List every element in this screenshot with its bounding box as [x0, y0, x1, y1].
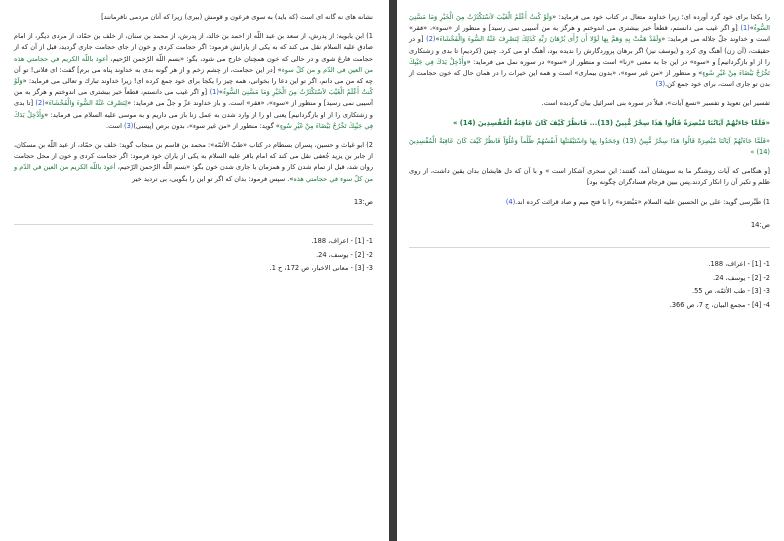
- text-run: »: [44, 99, 49, 108]
- footnotes-list: [409, 258, 770, 312]
- text-run: » و منظور از «من غير سوء»، «بدون بيماری» است و همه اين خيرات را در همان حال كه خون حجامت از بدن تو جاری است، برای خود جمع كن.: [409, 69, 770, 89]
- footnote-item: 3- [3] - معانی الاخبار، ص 172، ح 1.: [269, 264, 373, 273]
- verse-translation: [و هنگامی كه آيات روشنگر ما به سويشان آمد، گفتند: اين سحری آشكار است » و با آن كه دل هايشان بدان يقين داشت، از روی ظلم و تكبر آن را انكار كردند.پس ببين فرجام فسادگران چگونه بود]: [409, 167, 770, 187]
- footnote-ref-link[interactable]: (3): [655, 80, 666, 89]
- page-right-content: [409, 12, 770, 312]
- text-run: 2) ابو غياث و حسين، پسران بسطام در كتاب «طبّ الأئمّه»: محمد بن قاسم بن منجاب گويد: خلف بن حمّاد، از عبد اللّه بن مسكان، از جابر بن يزيد جُعفی نقل می كند كه امام باقر عليه السلام به يكی از ياران خود فرمود: اگر حجامت كردی و خون از محل حجامت روان شد، قبل از تمام شدن كار و همزمان با جاری شدن خون بگو: «بسم اللّه الرّحمن الرّحيم،: [14, 141, 373, 172]
- quran-quote: وَأَدْخِلْ يَدَكَ فِي جَيْبِكَ تَخْرُجْ بَيْضَاءَ مِنْ غَيْرِ سُوءٍ: [409, 57, 771, 78]
- verse-title: «فَلَمَّا جَاءَتْهُمْ آيَاتُنَا مُبْصِرَةً قَالُوا هَذَا سِحْرٌ مُّبِينٌ (13)... فَانظُرْ كَيْفَ كَانَ عَاقِبَةُ الْمُفْسِدِينَ (14) »: [453, 118, 770, 127]
- page-left: [0, 0, 389, 541]
- text-run: »: [749, 24, 754, 33]
- footnote-item: 4- [4] - مجمع البيان، ج 7، ص 366.: [669, 300, 770, 309]
- quran-quote: وَلَوْ كُنتُ أَعْلَمُ الْغَيْبَ لاَسْتَكْثَرْتُ مِنَ الْخَيْرِ وَمَا مَسَّنِيَ السُّوءُ: [14, 77, 374, 97]
- footnote-ref-link[interactable]: (4): [505, 197, 516, 206]
- paragraph-2: [14, 140, 373, 185]
- footnote-item: 2- [2] - يوسف، 24.: [713, 273, 770, 282]
- quran-quote: وَلَقَدْ هَمَّتْ بِهِ وَهَمَّ بِهَا لَوْلا أَن رَّأَى بُرْهَانَ رَبِّهِ كَذَلِكَ لِنَصْرِفَ عَنْهُ السُّوءَ وَالْفَحْشَاءَ: [439, 35, 662, 44]
- footnote-ref-link[interactable]: (2): [35, 99, 45, 108]
- paragraph-1: [14, 31, 373, 132]
- footnote-separator: [409, 247, 770, 248]
- footnote-ref-link[interactable]: (1): [740, 24, 750, 33]
- footnote-item: 2- [2] - يوسف، 24.: [316, 250, 373, 259]
- text-run: است.: [105, 121, 125, 130]
- page-right: [397, 0, 784, 541]
- paragraph-2: تفسير اين تعويذ و تفسير «تسع آيات»، قبلاً در سوره بنی اسرائيل بيان گرديده است.: [541, 99, 770, 108]
- text-run: [و در حقيقت، (آن زن) آهنگ وی كرد و (يوسف نيز) اگر برهان پروردگارش را نديده بود، آهنگ او می كرد. چنين (كرديم) تا بدی و زشتكاری را از او بازگردانيم] و «سوء» در اين جا به معنی «زنا» است و منظور از «سوء» در سوره نمل می فرمايد: «: [409, 35, 770, 66]
- text-run: »: [218, 88, 223, 97]
- quran-quote: وَأَدْخِلْ يَدَكَ فِي جَيْبِكَ تَخْرُجْ بَيْضَاءَ مِنْ غَيْرِ سُوءٍ: [14, 110, 373, 130]
- paragraph-3: [409, 197, 770, 208]
- quran-quote: أعوذ باللّه الكريم من العين في الدّم و من كلّ سوء في حجامتي هذه: [14, 163, 373, 183]
- page-left-content: [14, 12, 373, 276]
- text-run: » [در اين حجامت، از چشم زخم و از هر گونه بدی به خداوند پناه می برم] گفت: ای فلانی! تو آن چه كه من می دانم، اگر تو اين دعا را بخوانی، همه چيز را يكجا برای خود جمع كرده ای! زيرا خداوند تبارك و تعالی می فرمايد: «: [14, 65, 373, 86]
- text-run: 1) طَبْرسی گويد: علی بن الحسين عليه السلام «مَبْصَرَه» را با فتح ميم و صاد قرائت كرده اند.: [515, 197, 770, 206]
- page-number: ص:14: [750, 220, 770, 229]
- text-run: » گويد: منظور از «من غير سوء»، بدون برص (پيسی): [133, 121, 280, 130]
- footnote-item: 1- [1] - اعراف، 188.: [311, 237, 373, 246]
- footnote-ref-link[interactable]: (2): [426, 35, 436, 44]
- text-run: [تا بدی و زشتكاری را از او بازگردانيم] يعنی او را از وارد شدن به عمل زنا باز می داريم و به موسی عليه السلام می فرمايد: «: [14, 99, 373, 119]
- footnote-item: 1- [1] - اعراف، 188.: [708, 260, 770, 269]
- paragraph-1: [409, 12, 770, 90]
- text-run: [و اگر غيب می دانستم، قطعاً خير بيشتری می اندوختم و هرگز به من آسيبی نمی رسيد] و منظور از «سوء»، «فقر» است. و باز خداوند عزّ و جلّ می فرمايد: «: [14, 88, 373, 108]
- text-run: ». سپس فرمود: بدان كه اگر تو اين را بگويی، بی ترديد خير: [132, 174, 294, 183]
- quran-quote: لِنَصْرِفَ عَنْهُ السُّوءَ وَالْفَحْشَاءَ: [48, 99, 128, 108]
- quran-quote: أعوذ باللّه الكريم في حجامتي هذه من العين في الدّم و من كلّ سوء: [14, 54, 373, 74]
- page-gutter: [389, 0, 397, 541]
- page-number: ص:13: [353, 197, 373, 206]
- text-run: 1) ابن بابويه: از پدرش، از سعد بن عبد اللّه از احمد بن خالد، از پدرش، از محمد بن سنان، از خلف بن حمّاد، از مردی ديگر، از امام صادق عليه السلام نقل می كند كه به يكی از يارانش فرمود: اگر حجامت كردی و خون از جای حجامت جاری گرديد، قبل از آن كه از حجامت فارغ شوی و در حالی كه خون همچنان خارج می شود، بگو: «بسم اللّه الرّحمن الرّحيم،: [14, 32, 373, 63]
- footnotes-list: [14, 235, 373, 276]
- intro-paragraph: نشانه های نه گانه ای است (که بايد) به سوی فرعون و قومش (ببری) زيرا كه آنان مردمی نافرمانند]: [101, 13, 373, 21]
- text-run: [و اگر غيب می دانستم، قطعاً خير بيشتری می اندوختم و هرگز به من آسيبی نمی رسيد] و منظور از «سوء»، «فقر» است و خداوند جلّ جلاله می فرمايد: «: [409, 24, 770, 44]
- text-run: »: [435, 35, 440, 44]
- footnote-separator: [14, 224, 373, 225]
- footnote-ref-link[interactable]: (1): [209, 88, 219, 97]
- footnote-item: 3- [3] - طب الأئمّه، ص 55.: [692, 287, 770, 296]
- text-run: را يكجا برای خود گرد آورده ای؛ زيرا خداوند متعال در كتاب خود می فرمايد: «: [552, 13, 770, 21]
- quran-quote: وَلَوْ كُنتُ أَعْلَمُ الْغَيْبَ لاَسْتَكْثَرْتُ مِنَ الْخَيْرِ وَمَا مَسَّنِيَ السُّوءُ: [409, 13, 770, 33]
- footnote-ref-link[interactable]: (3): [124, 121, 134, 130]
- verse-body: «فَلَمَّا جَاءَتْهُمْ آيَاتُنَا مُبْصِرَةً قَالُوا هَذَا سِحْرٌ مُّبِينٌ (13) وَجَحَدُوا بِهَا وَاسْتَيْقَنَتْهَا أَنفُسُهُمْ ظُلْماً وَعُلُوّاً فَانظُرْ كَيْفَ كَانَ عَاقِبَةُ الْمُفْسِدِينَ (14) »: [409, 136, 770, 157]
